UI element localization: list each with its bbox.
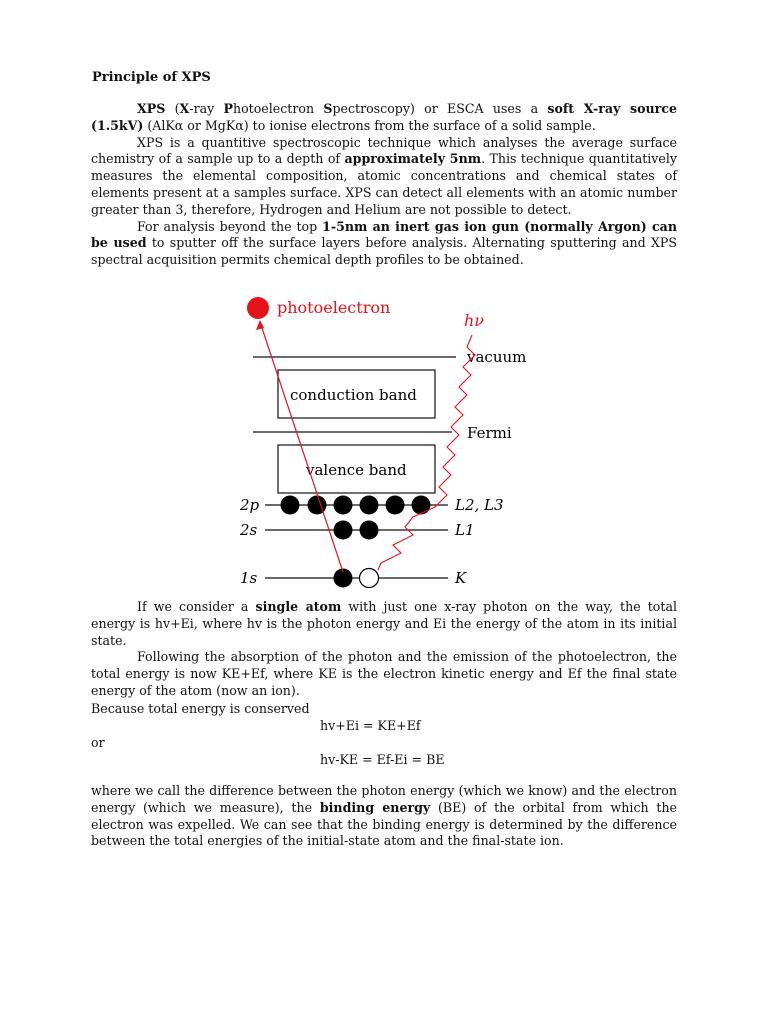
electron-2p	[412, 496, 431, 515]
intro-section	[91, 101, 677, 269]
photoelectron-trajectory	[260, 322, 343, 572]
text-fragment: to sputter off the surface layers before analysis. Alternating sputtering and XPS spectral acquisition permits chemical depth profiles to be obtained.	[91, 235, 677, 268]
single-atom-term: single atom	[255, 599, 342, 614]
closing-paragraph	[91, 783, 677, 850]
photon-energy-label: hν	[464, 311, 485, 330]
text-fragment: (BE) of the orbital from which the electron was expelled. We can see that the binding energy is determined by the difference between the total energies of the initial-state atom and the final-state ion.	[91, 799, 678, 849]
vacuum-label: vacuum	[467, 348, 527, 366]
acronym-letter-x: X	[179, 101, 190, 116]
text-fragment: hotoelectron	[232, 101, 324, 116]
electron-2p	[281, 496, 300, 515]
text-fragment: (	[165, 101, 180, 116]
acronym-letter-p: P	[223, 101, 233, 116]
explanation-section	[91, 599, 677, 700]
level-2s-label: 2s	[240, 521, 258, 539]
electron-2p	[308, 496, 327, 515]
xps-term: XPS	[137, 101, 166, 116]
text-fragment: pectroscopy) or ESCA uses a	[332, 101, 548, 116]
intro-paragraph-3	[91, 219, 677, 269]
acronym-letter-s: S	[323, 101, 333, 116]
level-2p-label: 2p	[240, 496, 260, 514]
fermi-label: Fermi	[467, 424, 512, 442]
text-fragment: with just one x-ray photon on the way, the total energy is hv+Ei, where hv is the photon energy and Ei the energy of the atom in its initial state.	[91, 599, 677, 648]
shell-L2-L3-label: L2, L3	[455, 496, 504, 514]
photoelectron-dot	[247, 297, 269, 319]
intro-paragraph-2	[91, 135, 677, 219]
text-fragment: If we consider a	[137, 599, 256, 614]
equation-1: hv+Ei = KE+Ef	[320, 718, 421, 733]
photoelectron-label: photoelectron	[277, 298, 391, 317]
body-paragraph-1	[91, 599, 677, 649]
core-hole	[360, 569, 379, 588]
level-1s-label: 1s	[240, 569, 258, 587]
or-label: or	[91, 735, 105, 750]
equation-2: hv-KE = Ef-Ei = BE	[320, 752, 445, 767]
text-fragment: where we call the difference between the photon energy (which we know) and the electron energy (which we measure), the	[91, 783, 677, 815]
voltage-term: (1.5kV)	[91, 117, 144, 133]
intro-paragraph-1	[91, 101, 677, 135]
text-fragment: XPS is a quantitive spectroscopic technique which analyses the average surface chemistry of a sample up to a depth of	[91, 134, 677, 167]
page-title: Principle of XPS	[92, 70, 211, 85]
soft-xray-source-term: soft X-ray source	[547, 101, 678, 116]
text-fragment: (AlKα or MgKα) to ionise electrons from the surface of a solid sample.	[143, 117, 596, 133]
electron-2p	[360, 496, 379, 515]
trajectory-arrowhead	[256, 320, 264, 330]
shell-L1-label: L1	[455, 521, 475, 539]
conservation-sentence: Because total energy is conserved	[91, 701, 310, 716]
electron-2p	[386, 496, 405, 515]
text-fragment: -ray	[189, 101, 224, 116]
binding-energy-term: binding energy	[319, 799, 431, 815]
body-paragraph-2: Following the absorption of the photon and the emission of the photoelectron, the total energy is now KE+Ef, where KE is the electron kinetic energy and Ef the final state energy of the atom (now an ion).	[91, 649, 677, 698]
text-fragment: . This technique quantitatively measures the elemental composition, atomic concentrations and chemical states of elements present at a samples surface. XPS can detect all elements with an atomic number greater than 3, therefore, Hydrogen and Helium are not possible to detect.	[91, 151, 677, 217]
electron-2p	[334, 496, 353, 515]
ion-gun-term: 1-5nm an inert gas ion gun (normally Argon) can be used	[91, 218, 678, 251]
xps-energy-diagram	[220, 290, 550, 595]
electron-2s	[334, 521, 353, 540]
valence-band-label: valence band	[306, 461, 407, 479]
shell-K-label: K	[455, 569, 467, 587]
electron-2s	[360, 521, 379, 540]
conduction-band-label: conduction band	[290, 386, 417, 404]
depth-term: approximately 5nm	[344, 151, 482, 167]
text-fragment: For analysis beyond the top	[137, 218, 323, 234]
